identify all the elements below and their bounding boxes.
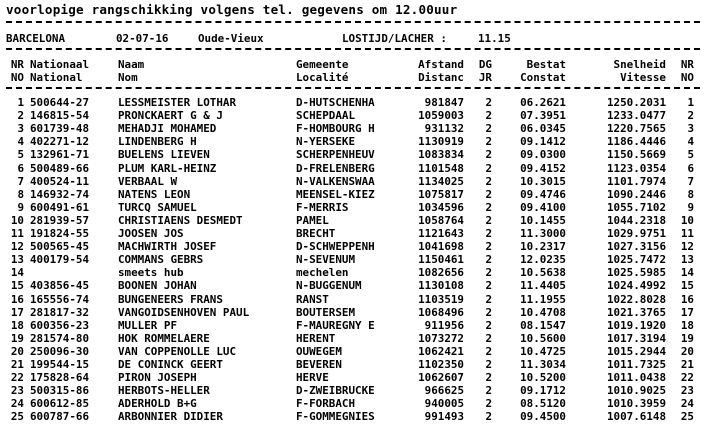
table-row bbox=[6, 279, 698, 292]
cell-name: HOK ROMMELAERE bbox=[118, 331, 210, 345]
cell-town: BEVEREN bbox=[296, 358, 342, 371]
cell-national: 191824-55 bbox=[30, 227, 90, 240]
cell-nr: 7 bbox=[17, 174, 24, 188]
cell-speed: 1025.5985 bbox=[606, 266, 666, 280]
header-nr2: NO bbox=[680, 71, 694, 84]
header-national: Nationaal bbox=[30, 58, 90, 71]
cell-dg: 2 bbox=[485, 331, 492, 345]
cell-name: ARBONNIER DIDIER bbox=[118, 410, 223, 424]
cell-town: N-BUGGENUM bbox=[296, 279, 362, 293]
header-line bbox=[6, 71, 698, 84]
cell-nr: 6 bbox=[17, 161, 24, 175]
cell-name: DE CONINCK GEERT bbox=[118, 358, 223, 371]
race-date: 02-07-16 bbox=[116, 32, 169, 45]
header-distance: Afstand bbox=[418, 58, 464, 71]
cell-dg: 2 bbox=[485, 109, 492, 123]
cell-distance: 1130919 bbox=[418, 135, 464, 149]
cell-arrival: 11.3000 bbox=[520, 227, 566, 240]
cell-dg: 2 bbox=[485, 318, 492, 332]
cell-nr2: 13 bbox=[680, 253, 694, 267]
cell-nr: 2 bbox=[17, 109, 24, 123]
cell-town: N-YERSEKE bbox=[296, 135, 356, 149]
cell-nr: 19 bbox=[10, 331, 24, 345]
cell-national: 403856-45 bbox=[30, 279, 90, 293]
cell-arrival: 06.2621 bbox=[520, 96, 566, 109]
cell-speed: 1011.0438 bbox=[606, 371, 666, 385]
cell-arrival: 09.4746 bbox=[520, 187, 566, 201]
cell-national: 281817-32 bbox=[30, 305, 90, 319]
cell-nr2: 20 bbox=[680, 344, 694, 358]
cell-speed: 1123.0354 bbox=[606, 161, 666, 175]
cell-speed: 1010.9025 bbox=[606, 384, 666, 398]
cell-town: BOUTERSEM bbox=[296, 305, 356, 319]
cell-nr2: 25 bbox=[680, 410, 694, 424]
release-time: 11.15 bbox=[478, 32, 511, 45]
cell-speed: 1101.7974 bbox=[606, 174, 666, 188]
cell-dg: 2 bbox=[485, 253, 492, 267]
header-town: Localité bbox=[296, 71, 349, 84]
cell-distance: 931132 bbox=[424, 122, 464, 136]
cell-nr2: 2 bbox=[687, 109, 694, 123]
cell-name: ADERHOLD B+G bbox=[118, 397, 197, 411]
cell-arrival: 12.0235 bbox=[520, 253, 566, 267]
cell-name: NATENS LEON bbox=[118, 187, 191, 201]
cell-distance: 1075817 bbox=[418, 187, 464, 201]
cell-nr: 23 bbox=[10, 384, 24, 398]
cell-national: 600491-61 bbox=[30, 200, 90, 214]
cell-nr: 3 bbox=[17, 122, 24, 136]
cell-town: F-HOMBOURG H bbox=[296, 122, 375, 136]
cell-national: 601739-48 bbox=[30, 122, 90, 136]
cell-dg: 2 bbox=[485, 292, 492, 306]
cell-town: N-VALKENSWAA bbox=[296, 174, 375, 188]
cell-arrival: 08.5120 bbox=[520, 397, 566, 411]
cell-national: 400524-11 bbox=[30, 174, 90, 188]
cell-speed: 1022.8028 bbox=[606, 292, 666, 306]
header-speed: Vitesse bbox=[620, 71, 666, 84]
cell-dg: 2 bbox=[485, 305, 492, 319]
cell-nr2: 18 bbox=[680, 318, 694, 332]
cell-name: VERBAAL W bbox=[118, 174, 178, 188]
cell-nr: 10 bbox=[10, 213, 24, 227]
cell-dg: 2 bbox=[485, 266, 492, 280]
cell-town: D-FRELENBERG bbox=[296, 161, 375, 175]
cell-nr: 15 bbox=[10, 279, 24, 293]
cell-dg: 2 bbox=[485, 187, 492, 201]
cell-arrival: 09.4500 bbox=[520, 410, 566, 424]
cell-speed: 1027.3156 bbox=[606, 240, 666, 254]
cell-name: MULLER PF bbox=[118, 318, 178, 332]
cell-nr2: 8 bbox=[687, 187, 694, 201]
cell-speed: 1044.2318 bbox=[606, 213, 666, 227]
cell-distance: 1062421 bbox=[418, 344, 464, 358]
cell-name: PIRON JOSEPH bbox=[118, 371, 197, 385]
header-name: Naam bbox=[118, 58, 145, 71]
cell-arrival: 10.4725 bbox=[520, 344, 566, 358]
cell-dg: 2 bbox=[485, 371, 492, 385]
cell-distance: 1083834 bbox=[418, 148, 464, 162]
cell-dg: 2 bbox=[485, 96, 492, 109]
cell-town: mechelen bbox=[296, 266, 349, 280]
cell-town: F-GOMMEGNIES bbox=[296, 410, 375, 424]
cell-distance: 1082656 bbox=[418, 266, 464, 280]
cell-dg: 2 bbox=[485, 227, 492, 240]
cell-speed: 1015.2944 bbox=[606, 344, 666, 358]
cell-arrival: 07.3951 bbox=[520, 109, 566, 123]
cell-nr2: 15 bbox=[680, 279, 694, 293]
cell-nr: 25 bbox=[10, 410, 24, 424]
cell-speed: 1010.3959 bbox=[606, 397, 666, 411]
header-national: National bbox=[30, 71, 83, 84]
cell-town: N-SEVENUM bbox=[296, 253, 356, 267]
cell-nr2: 19 bbox=[680, 331, 694, 345]
cell-town: BRECHT bbox=[296, 227, 336, 240]
cell-arrival: 10.1455 bbox=[520, 213, 566, 227]
cell-dg: 2 bbox=[485, 384, 492, 398]
cell-dg: 2 bbox=[485, 122, 492, 136]
table-row bbox=[6, 266, 698, 279]
table-row bbox=[6, 96, 698, 109]
cell-town: SCHEPDAAL bbox=[296, 109, 356, 123]
cell-town: D-ZWEIBRUCKE bbox=[296, 384, 375, 398]
cell-distance: 981847 bbox=[424, 96, 464, 109]
table-row bbox=[6, 148, 698, 161]
cell-national: 165556-74 bbox=[30, 292, 90, 306]
cell-distance: 1130108 bbox=[418, 279, 464, 293]
page-title: voorlopige rangschikking volgens tel. gegevens om 12.00uur bbox=[6, 2, 458, 17]
cell-nr2: 9 bbox=[687, 200, 694, 214]
table-row bbox=[6, 358, 698, 371]
header-nr: NO bbox=[10, 71, 24, 84]
cell-nr2: 21 bbox=[680, 358, 694, 371]
cell-arrival: 09.4152 bbox=[520, 161, 566, 175]
cell-name: BOONEN JOHAN bbox=[118, 279, 197, 293]
cell-national: 600612-85 bbox=[30, 397, 90, 411]
cell-dg: 2 bbox=[485, 344, 492, 358]
cell-name: COMMANS GEBRS bbox=[118, 253, 204, 267]
table-row bbox=[6, 397, 698, 410]
table-row bbox=[6, 319, 698, 332]
cell-distance: 1034596 bbox=[418, 200, 464, 214]
cell-distance: 1058764 bbox=[418, 213, 464, 227]
cell-national: 500489-66 bbox=[30, 161, 90, 175]
cell-arrival: 11.3034 bbox=[520, 358, 566, 371]
cell-distance: 1134025 bbox=[418, 174, 464, 188]
cell-town: MEENSEL-KIEZ bbox=[296, 187, 375, 201]
release-label: LOSTIJD/LACHER : bbox=[342, 32, 447, 45]
cell-name: PLUM KARL-HEINZ bbox=[118, 161, 217, 175]
cell-nr2: 17 bbox=[680, 305, 694, 319]
cell-arrival: 10.4708 bbox=[520, 305, 566, 319]
cell-distance: 1101548 bbox=[418, 161, 464, 175]
cell-nr2: 14 bbox=[680, 266, 694, 280]
cell-name: BUELENS LIEVEN bbox=[118, 148, 210, 162]
cell-national: 402271-12 bbox=[30, 135, 90, 149]
header-name: Nom bbox=[118, 71, 138, 84]
cell-dg: 2 bbox=[485, 161, 492, 175]
header-nr: NR bbox=[10, 58, 24, 71]
table-row bbox=[6, 410, 698, 423]
cell-distance: 940005 bbox=[424, 397, 464, 411]
table-row bbox=[6, 188, 698, 201]
cell-speed: 1019.1920 bbox=[606, 318, 666, 332]
cell-dg: 2 bbox=[485, 410, 492, 424]
cell-dg: 2 bbox=[485, 240, 492, 254]
header-arrival: Constat bbox=[520, 71, 566, 84]
table-row bbox=[6, 306, 698, 319]
cell-national: 175828-64 bbox=[30, 371, 90, 385]
header-nr2: NR bbox=[680, 58, 694, 71]
divider-top bbox=[6, 21, 700, 23]
header-dg: DG bbox=[478, 58, 492, 71]
table-row bbox=[6, 371, 698, 384]
table-row bbox=[6, 214, 698, 227]
table-row bbox=[6, 162, 698, 175]
cell-national: 281939-57 bbox=[30, 213, 90, 227]
cell-dg: 2 bbox=[485, 279, 492, 293]
cell-name: VAN COPPENOLLE LUC bbox=[118, 344, 237, 358]
cell-name: TURCQ SAMUEL bbox=[118, 200, 197, 214]
cell-nr2: 1 bbox=[687, 96, 694, 109]
cell-national: 500565-45 bbox=[30, 240, 90, 254]
race-location: BARCELONA bbox=[6, 32, 66, 45]
cell-speed: 1024.4992 bbox=[606, 279, 666, 293]
cell-name: JOOSEN JOS bbox=[118, 227, 184, 240]
cell-name: CHRISTIAENS DESMEDT bbox=[118, 213, 243, 227]
table-row bbox=[6, 135, 698, 148]
cell-nr: 9 bbox=[17, 200, 24, 214]
cell-arrival: 09.1412 bbox=[520, 135, 566, 149]
cell-nr2: 22 bbox=[680, 371, 694, 385]
cell-speed: 1090.2446 bbox=[606, 187, 666, 201]
cell-arrival: 10.5200 bbox=[520, 371, 566, 385]
cell-national: 500644-27 bbox=[30, 96, 90, 109]
table-row bbox=[6, 122, 698, 135]
header-distance: Distanc bbox=[418, 71, 464, 84]
cell-name: MACHWIRTH JOSEF bbox=[118, 240, 217, 254]
cell-arrival: 10.5638 bbox=[520, 266, 566, 280]
table-row bbox=[6, 332, 698, 345]
cell-nr: 13 bbox=[10, 253, 24, 267]
race-club: Oude-Vieux bbox=[198, 32, 264, 45]
cell-speed: 1029.9751 bbox=[606, 227, 666, 240]
cell-speed: 1220.7565 bbox=[606, 122, 666, 136]
divider-header bbox=[6, 48, 700, 50]
cell-nr: 22 bbox=[10, 371, 24, 385]
cell-town: SCHERPENHEUV bbox=[296, 148, 375, 162]
cell-town: D-HUTSCHENHA bbox=[296, 96, 375, 109]
cell-name: smeets hub bbox=[118, 266, 184, 280]
cell-speed: 1011.7325 bbox=[606, 358, 666, 371]
cell-national: 600356-23 bbox=[30, 318, 90, 332]
cell-town: F-MAUREGNY E bbox=[296, 318, 375, 332]
cell-nr2: 11 bbox=[680, 227, 694, 240]
cell-arrival: 10.2317 bbox=[520, 240, 566, 254]
cell-dg: 2 bbox=[485, 200, 492, 214]
cell-nr2: 23 bbox=[680, 384, 694, 398]
cell-speed: 1150.5669 bbox=[606, 148, 666, 162]
cell-speed: 1055.7102 bbox=[606, 200, 666, 214]
cell-nr2: 24 bbox=[680, 397, 694, 411]
cell-speed: 1017.3194 bbox=[606, 331, 666, 345]
cell-national: 250096-30 bbox=[30, 344, 90, 358]
cell-distance: 1121643 bbox=[418, 227, 464, 240]
cell-national: 146932-74 bbox=[30, 187, 90, 201]
cell-dg: 2 bbox=[485, 148, 492, 162]
cell-nr2: 16 bbox=[680, 292, 694, 306]
cell-speed: 1021.3765 bbox=[606, 305, 666, 319]
cell-town: F-FORBACH bbox=[296, 397, 356, 411]
cell-nr: 4 bbox=[17, 135, 24, 149]
cell-nr: 18 bbox=[10, 318, 24, 332]
table-row bbox=[6, 175, 698, 188]
cell-arrival: 09.1712 bbox=[520, 384, 566, 398]
cell-nr: 21 bbox=[10, 358, 24, 371]
table-row bbox=[6, 240, 698, 253]
cell-speed: 1233.0477 bbox=[606, 109, 666, 123]
cell-name: MEHADJI MOHAMED bbox=[118, 122, 217, 136]
cell-distance: 1062607 bbox=[418, 371, 464, 385]
cell-nr: 17 bbox=[10, 305, 24, 319]
cell-distance: 1150461 bbox=[418, 253, 464, 267]
cell-distance: 1073272 bbox=[418, 331, 464, 345]
cell-distance: 1102350 bbox=[418, 358, 464, 371]
cell-nr2: 6 bbox=[687, 161, 694, 175]
cell-speed: 1186.4446 bbox=[606, 135, 666, 149]
cell-distance: 1068496 bbox=[418, 305, 464, 319]
cell-nr: 12 bbox=[10, 240, 24, 254]
cell-nr2: 10 bbox=[680, 213, 694, 227]
cell-national: 400179-54 bbox=[30, 253, 90, 267]
cell-nr2: 5 bbox=[687, 148, 694, 162]
header-speed: Snelheid bbox=[613, 58, 666, 71]
table-row bbox=[6, 293, 698, 306]
cell-nr: 11 bbox=[10, 227, 24, 240]
cell-town: PAMEL bbox=[296, 213, 329, 227]
header-arrival: Bestat bbox=[526, 58, 566, 71]
header-dg: JR bbox=[478, 71, 492, 84]
cell-nr: 1 bbox=[17, 96, 24, 109]
cell-nr: 16 bbox=[10, 292, 24, 306]
cell-arrival: 10.3015 bbox=[520, 174, 566, 188]
cell-nr2: 4 bbox=[687, 135, 694, 149]
cell-national: 281574-80 bbox=[30, 331, 90, 345]
cell-distance: 966625 bbox=[424, 384, 464, 398]
cell-name: LINDENBERG H bbox=[118, 135, 197, 149]
cell-town: HERVE bbox=[296, 371, 329, 385]
cell-name: VANGOIDSENHOVEN PAUL bbox=[118, 305, 250, 319]
cell-name: LESSMEISTER LOTHAR bbox=[118, 96, 237, 109]
cell-name: HERBOTS-HELLER bbox=[118, 384, 210, 398]
cell-name: PRONCKAERT G & J bbox=[118, 109, 223, 123]
cell-town: D-SCHWEPPENH bbox=[296, 240, 375, 254]
cell-nr2: 3 bbox=[687, 122, 694, 136]
cell-national: 199544-15 bbox=[30, 358, 90, 371]
cell-arrival: 09.0300 bbox=[520, 148, 566, 162]
cell-nr: 14 bbox=[10, 266, 24, 280]
table-row bbox=[6, 345, 698, 358]
cell-distance: 1059003 bbox=[418, 109, 464, 123]
table-row bbox=[6, 109, 698, 122]
table-row bbox=[6, 227, 698, 240]
cell-arrival: 11.4405 bbox=[520, 279, 566, 293]
table-row bbox=[6, 253, 698, 266]
cell-national: 146815-54 bbox=[30, 109, 90, 123]
cell-speed: 1025.7472 bbox=[606, 253, 666, 267]
cell-arrival: 10.5600 bbox=[520, 331, 566, 345]
cell-town: F-MERRIS bbox=[296, 200, 349, 214]
cell-dg: 2 bbox=[485, 358, 492, 371]
cell-distance: 991493 bbox=[424, 410, 464, 424]
cell-speed: 1007.6148 bbox=[606, 410, 666, 424]
cell-dg: 2 bbox=[485, 397, 492, 411]
cell-dg: 2 bbox=[485, 135, 492, 149]
cell-nr2: 7 bbox=[687, 174, 694, 188]
cell-arrival: 11.1955 bbox=[520, 292, 566, 306]
cell-name: BUNGENEERS FRANS bbox=[118, 292, 223, 306]
cell-nr2: 12 bbox=[680, 240, 694, 254]
cell-arrival: 09.4100 bbox=[520, 200, 566, 214]
cell-speed: 1250.2031 bbox=[606, 96, 666, 109]
divider-body bbox=[6, 87, 700, 89]
cell-distance: 911956 bbox=[424, 318, 464, 332]
table-row bbox=[6, 201, 698, 214]
cell-distance: 1103519 bbox=[418, 292, 464, 306]
cell-nr: 8 bbox=[17, 187, 24, 201]
cell-dg: 2 bbox=[485, 174, 492, 188]
cell-national: 500315-86 bbox=[30, 384, 90, 398]
cell-arrival: 06.0345 bbox=[520, 122, 566, 136]
cell-distance: 1041698 bbox=[418, 240, 464, 254]
cell-town: HERENT bbox=[296, 331, 336, 345]
race-info bbox=[6, 32, 698, 45]
cell-town: OUWEGEM bbox=[296, 344, 342, 358]
cell-town: RANST bbox=[296, 292, 329, 306]
cell-arrival: 08.1547 bbox=[520, 318, 566, 332]
header-town: Gemeente bbox=[296, 58, 349, 71]
cell-nr: 24 bbox=[10, 397, 24, 411]
cell-dg: 2 bbox=[485, 213, 492, 227]
cell-national: 132961-71 bbox=[30, 148, 90, 162]
cell-national: 600787-66 bbox=[30, 410, 90, 424]
table-row bbox=[6, 384, 698, 397]
header-line bbox=[6, 58, 698, 71]
cell-nr: 20 bbox=[10, 344, 24, 358]
cell-nr: 5 bbox=[17, 148, 24, 162]
